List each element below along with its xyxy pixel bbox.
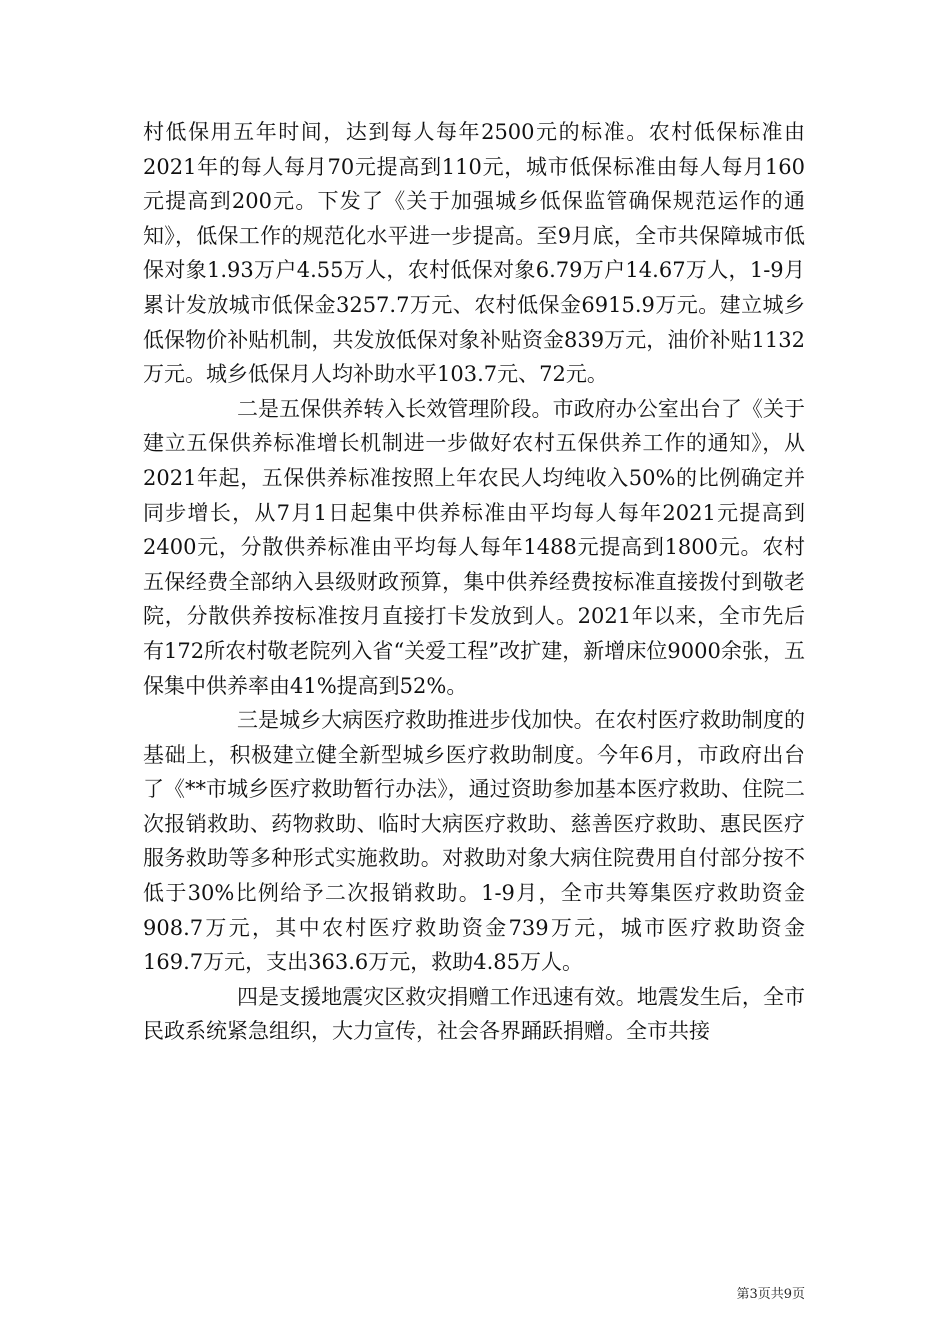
document-body (143, 115, 805, 1049)
paragraph-3: 三是城乡大病医疗救助推进步伐加快。在农村医疗救助制度的基础上，积极建立健全新型城乡医疗救助制度。今年6月，市政府出台了《**市城乡医疗救助暂行办法》，通过资助参加基本医疗救助、住院二次报销救助、药物救助、临时大病医疗救助、慈善医疗救助、惠民医疗服务救助等多种形式实施救助。对救助对象大病住院费用自付部分按不低于30%比例给予二次报销救助。1-9月，全市共筹集医疗救助资金908.7万元，其中农村医疗救助资金739万元，城市医疗救助资金169.7万元，支出363.6万元，救助4.85万人。 (143, 708, 805, 975)
paragraph-1: 村低保用五年时间，达到每人每年2500元的标准。农村低保标准由2021年的每人每月70元提高到110元，城市低保标准由每人每月160元提高到200元。下发了《关于加强城乡低保监管确保规范运作的通知》，低保工作的规范化水平进一步提高。至9月底，全市共保障城市低保对象1.93万户4.55万人，农村低保对象6.79万户14.67万人，1-9月累计发放城市低保金3257.7万元、农村低保金6915.9万元。建立城乡低保物价补贴机制，共发放低保对象补贴资金839万元，油价补贴1132万元。城乡低保月人均补助水平103.7元、72元。 (143, 120, 805, 387)
paragraph-4: 四是支援地震灾区救灾捐赠工作迅速有效。地震发生后，全市民政系统紧急组织，大力宣传，社会各界踊跃捐赠。全市共接 (143, 984, 805, 1044)
page-number-footer: 第3页共9页 (736, 1287, 805, 1302)
paragraph-2: 二是五保供养转入长效管理阶段。市政府办公室出台了《关于建立五保供养标准增长机制进一步做好农村五保供养工作的通知》，从2021年起，五保供养标准按照上年农民人均纯收入50%的比例确定并同步增长，从7月1日起集中供养标准由平均每人每年2021元提高到2400元，分散供养标准由平均每人每年1488元提高到1800元。农村五保经费全部纳入县级财政预算，集中供养经费按标准直接拨付到敬老院，分散供养按标准按月直接打卡发放到人。2021年以来，全市先后有172所农村敬老院列入省“关爱工程”改扩建，新增床位9000余张，五保集中供养率由41%提高到52%。 (143, 396, 805, 698)
